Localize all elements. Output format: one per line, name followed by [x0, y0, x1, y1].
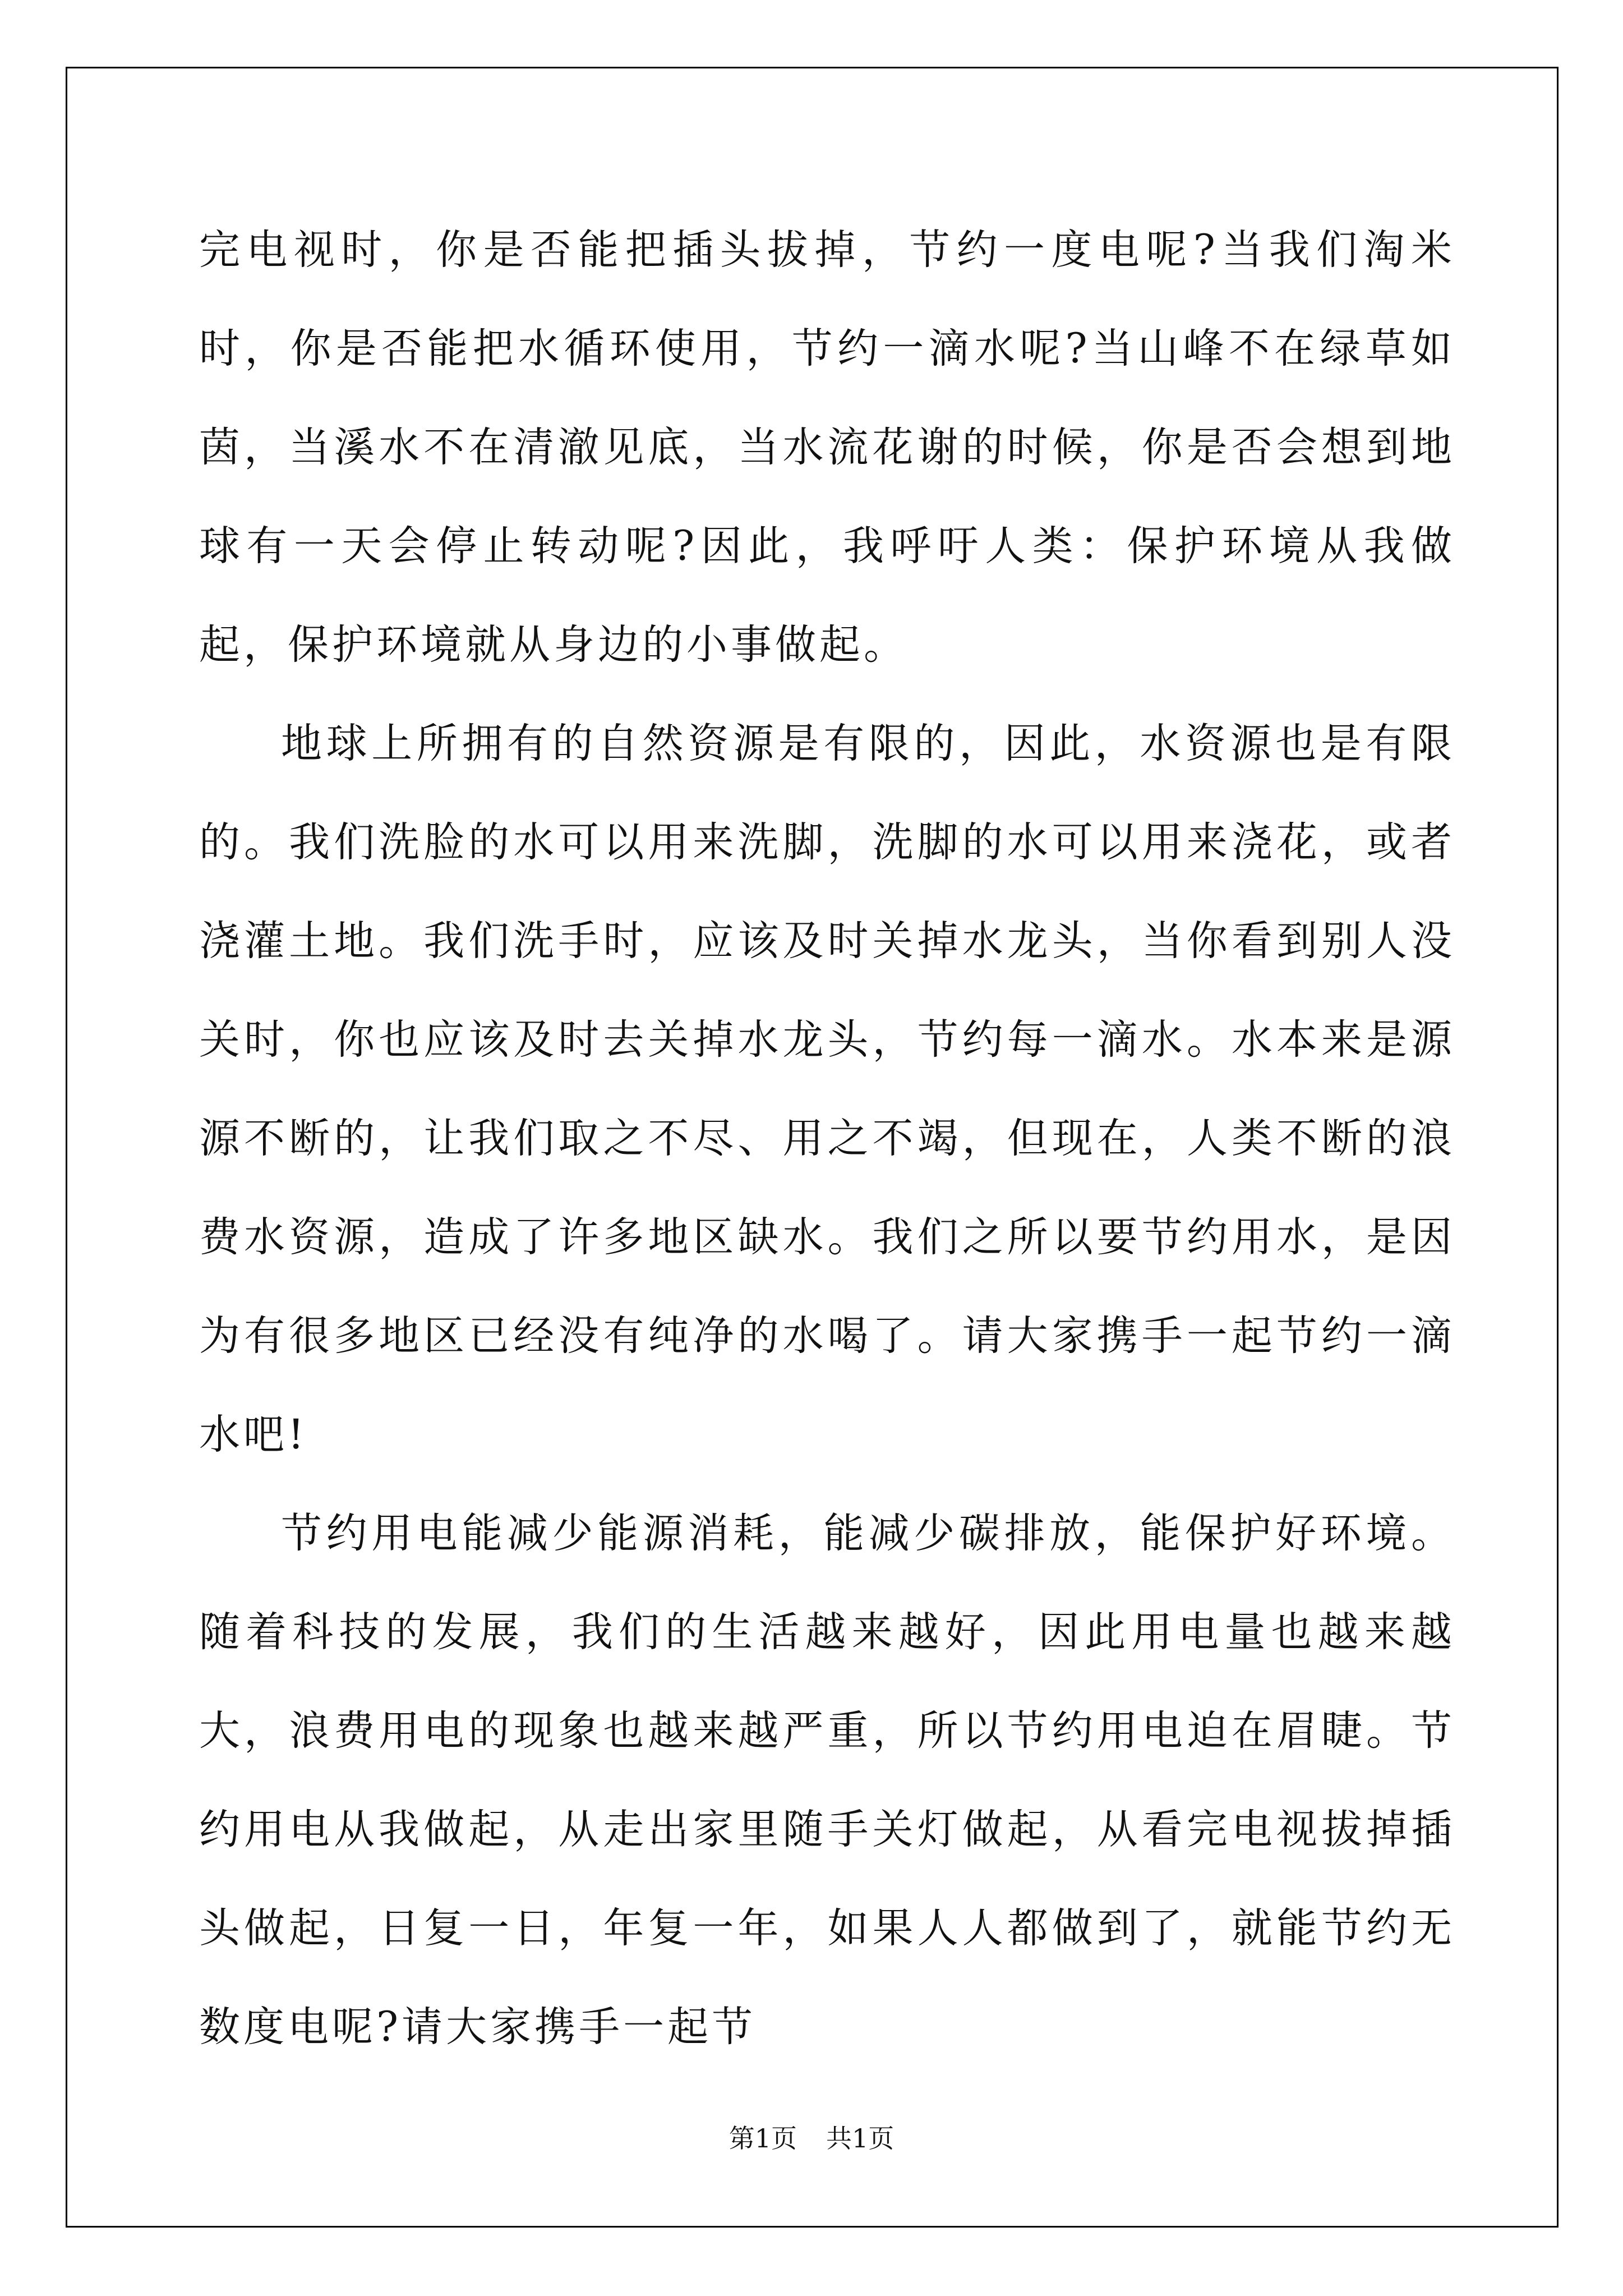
page-number: 第1页 — [728, 2123, 797, 2154]
document-body — [199, 201, 1455, 2077]
paragraph-2: 地球上所拥有的自然资源是有限的，因此，水资源也是有限的。我们洗脸的水可以用来洗脚，洗脚的水可以用来浇花，或者浇灌土地。我们洗手时，应该及时关掉水龙头，当你看到别人没关时，你也应该及时去关掉水龙头，节约每一滴水。水本来是源源不断的，让我们取之不尽、用之不竭，但现在，人类不断的浪费水资源，造成了许多地区缺水。我们之所以要节约用水，是因为有很多地区已经没有纯净的水喝了。请大家携手一起节约一滴水吧! — [199, 720, 1455, 1458]
page-total: 共1页 — [826, 2123, 895, 2154]
page-footer — [0, 2122, 1623, 2155]
paragraph-1: 完电视时，你是否能把插头拔掉，节约一度电呢?当我们淘米时，你是否能把水循环使用，节约一滴水呢?当山峰不在绿草如茵，当溪水不在清澈见底，当水流花谢的时候，你是否会想到地球有一天会停止转动呢?因此，我呼吁人类：保护环境从我做起，保护环境就从身边的小事做起。 — [199, 226, 1455, 669]
paragraph-3: 节约用电能减少能源消耗，能减少碳排放，能保护好环境。随着科技的发展，我们的生活越来越好，因此用电量也越来越大，浪费用电的现象也越来越严重，所以节约用电迫在眉睫。节约用电从我做起，从走出家里随手关灯做起，从看完电视拔掉插头做起，日复一日，年复一年，如果人人都做到了，就能节约无数度电呢?请大家携手一起节 — [199, 1510, 1455, 2051]
